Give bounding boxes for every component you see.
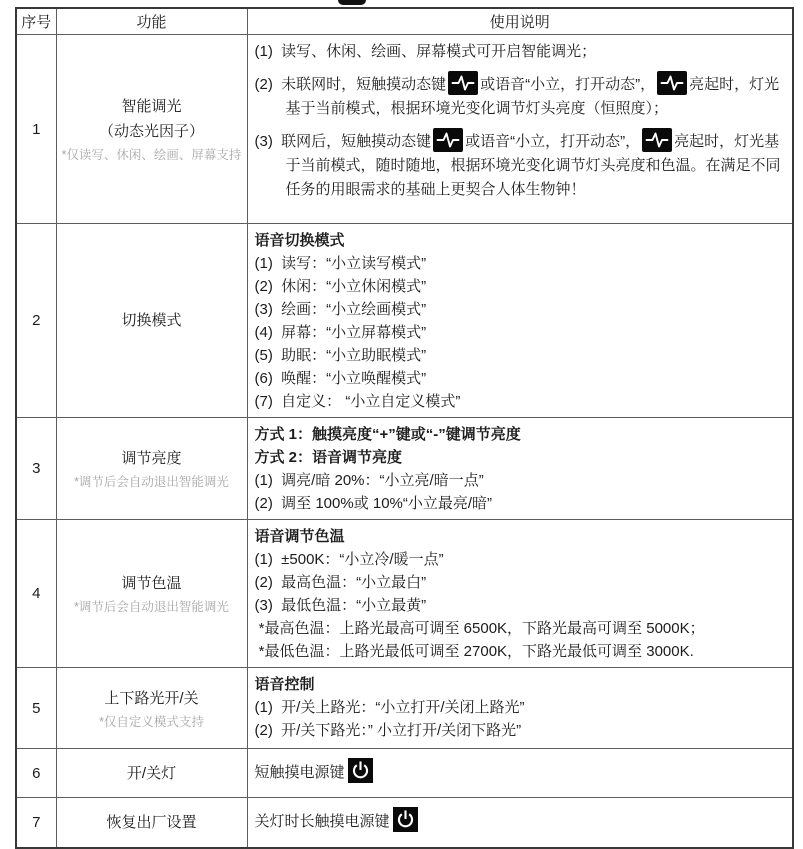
function-title: 调节亮度 <box>121 450 182 467</box>
table-row <box>16 798 793 848</box>
usage-line <box>255 252 785 275</box>
function-title: 切换模式 <box>121 312 182 329</box>
usage-text: 语音调节色温 <box>254 528 345 545</box>
function-title: 智能调光 <box>121 98 182 115</box>
table-header <box>16 8 793 35</box>
header-usage: 使用说明 <box>247 8 793 35</box>
header-number: 序号 <box>16 8 56 35</box>
usage-line <box>255 367 785 390</box>
pulse-key-icon <box>431 133 465 150</box>
usage-text: (1) 开/关上路光：“小立打开/关闭上路光” <box>254 699 525 716</box>
usage-line <box>255 548 785 571</box>
table-row <box>16 520 793 668</box>
function-note: *仅读写、休闲、绘画、屏幕支持 <box>61 148 242 162</box>
usage-line <box>255 807 785 833</box>
usage-line <box>255 696 785 719</box>
function-cell <box>56 35 247 224</box>
usage-cell <box>247 35 793 224</box>
usage-line <box>255 128 785 202</box>
function-title: 恢复出厂设置 <box>106 813 197 831</box>
feature-usage-table <box>15 7 794 849</box>
usage-line <box>255 571 785 594</box>
usage-line <box>255 594 785 617</box>
usage-text: (3) 绘画：“小立绘画模式” <box>254 301 427 318</box>
usage-text: 亮起时，灯光基于当前模式，根据环境光变化调节灯头亮度（恒照度）； <box>285 76 780 117</box>
usage-cell <box>247 749 793 798</box>
function-title: 上下路光开/关 <box>104 689 199 707</box>
usage-text: (2) 开/关下路光：” 小立打开/关闭下路光” <box>254 722 522 739</box>
row-number: 7 <box>16 798 56 848</box>
usage-line <box>255 719 785 742</box>
usage-text: (1) ±500K：“小立冷/暖一点” <box>254 551 444 568</box>
usage-text: 或语音“小立，打开动态”， <box>480 76 656 93</box>
usage-text: (3) 最低色温：“小立最黄” <box>254 597 427 614</box>
pulse-key-icon <box>640 133 674 150</box>
table-body <box>16 35 793 848</box>
table-row <box>16 749 793 798</box>
usage-line <box>255 617 785 640</box>
usage-heading <box>255 229 785 252</box>
usage-text: 短触摸电源键 <box>254 764 345 781</box>
usage-text: 关灯时长触摸电源键 <box>254 813 390 831</box>
usage-line <box>255 758 785 784</box>
usage-text: 语音切换模式 <box>254 232 345 249</box>
function-title: 开/关灯 <box>126 764 177 782</box>
usage-heading <box>255 525 785 548</box>
usage-text: (2) 最高色温：“小立最白” <box>254 574 427 591</box>
table-row <box>16 35 793 224</box>
function-cell <box>56 668 247 749</box>
row-number: 1 <box>16 35 56 224</box>
table-row <box>16 418 793 520</box>
function-note: *调节后会自动退出智能调光 <box>74 600 229 614</box>
pulse-key-icon <box>655 76 689 93</box>
usage-text: (5) 助眠：“小立助眠模式” <box>254 347 427 364</box>
usage-cell <box>247 224 793 418</box>
usage-line <box>255 492 785 515</box>
function-title: 调节色温 <box>121 575 182 592</box>
usage-line <box>255 344 785 367</box>
usage-heading <box>255 423 785 446</box>
usage-text: (3) 联网后，短触摸动态键 <box>254 133 432 150</box>
usage-text: (6) 唤醒：“小立唤醒模式” <box>254 370 427 387</box>
function-cell <box>56 224 247 418</box>
usage-cell <box>247 520 793 668</box>
usage-text: *最高色温：上路光最高可调至 6500K，下路光最高可调至 5000K； <box>254 620 705 637</box>
function-subtitle: （动态光因子） <box>98 123 204 140</box>
table-row <box>16 224 793 418</box>
usage-text: (1) 读写、休闲、绘画、屏幕模式可开启智能调光； <box>254 43 597 60</box>
function-note: *调节后会自动退出智能调光 <box>74 475 229 489</box>
usage-text: (4) 屏幕：“小立屏幕模式” <box>254 324 427 341</box>
usage-text: *最低色温：上路光最低可调至 2700K，下路光最低可调至 3000K. <box>254 643 694 660</box>
function-cell <box>56 520 247 668</box>
usage-text: 亮起时，灯光基于当前模式，随时随地，根据环境光变化调节灯头亮度和色温。在满足不同任务的用眼需求的基础上更契合人体生物钟！ <box>285 133 781 198</box>
usage-text: 或语音“小立，打开动态”， <box>465 133 641 150</box>
function-cell <box>56 418 247 520</box>
usage-heading <box>255 673 785 696</box>
usage-text: (1) 调亮/暗 20%：“小立亮/暗一点” <box>254 472 484 489</box>
usage-cell <box>247 668 793 749</box>
usage-text: (7) 自定义： “小立自定义模式” <box>254 393 461 410</box>
usage-line <box>255 390 785 413</box>
usage-line <box>255 469 785 492</box>
cutoff-page-artifact <box>338 0 366 5</box>
function-cell <box>56 749 247 798</box>
usage-text: (1) 读写：“小立读写模式” <box>254 255 427 272</box>
usage-text: (2) 调至 100%或 10%“小立最亮/暗” <box>254 495 493 512</box>
function-note: *仅自定义模式支持 <box>99 714 204 729</box>
power-key-icon <box>390 813 420 830</box>
row-number: 6 <box>16 749 56 798</box>
usage-line <box>255 640 785 663</box>
usage-cell <box>247 798 793 848</box>
row-number: 2 <box>16 224 56 418</box>
row-number: 3 <box>16 418 56 520</box>
usage-text: 方式 2：语音调节亮度 <box>254 449 403 466</box>
power-key-icon <box>345 764 375 781</box>
row-number: 4 <box>16 520 56 668</box>
table-row <box>16 668 793 749</box>
function-cell <box>56 798 247 848</box>
usage-text: 方式 1：触摸亮度“+”键或“-”键调节亮度 <box>254 426 521 443</box>
usage-line <box>255 275 785 298</box>
usage-text: (2) 休闲：“小立休闲模式” <box>254 278 427 295</box>
usage-text: 语音控制 <box>254 676 315 693</box>
usage-line <box>255 71 785 121</box>
usage-line <box>255 298 785 321</box>
pulse-key-icon <box>446 76 480 93</box>
row-number: 5 <box>16 668 56 749</box>
header-row <box>16 8 793 35</box>
usage-line <box>255 40 785 64</box>
usage-text: (2) 未联网时，短触摸动态键 <box>254 76 447 93</box>
usage-heading <box>255 446 785 469</box>
usage-cell <box>247 418 793 520</box>
usage-line <box>255 321 785 344</box>
header-function: 功能 <box>56 8 247 35</box>
